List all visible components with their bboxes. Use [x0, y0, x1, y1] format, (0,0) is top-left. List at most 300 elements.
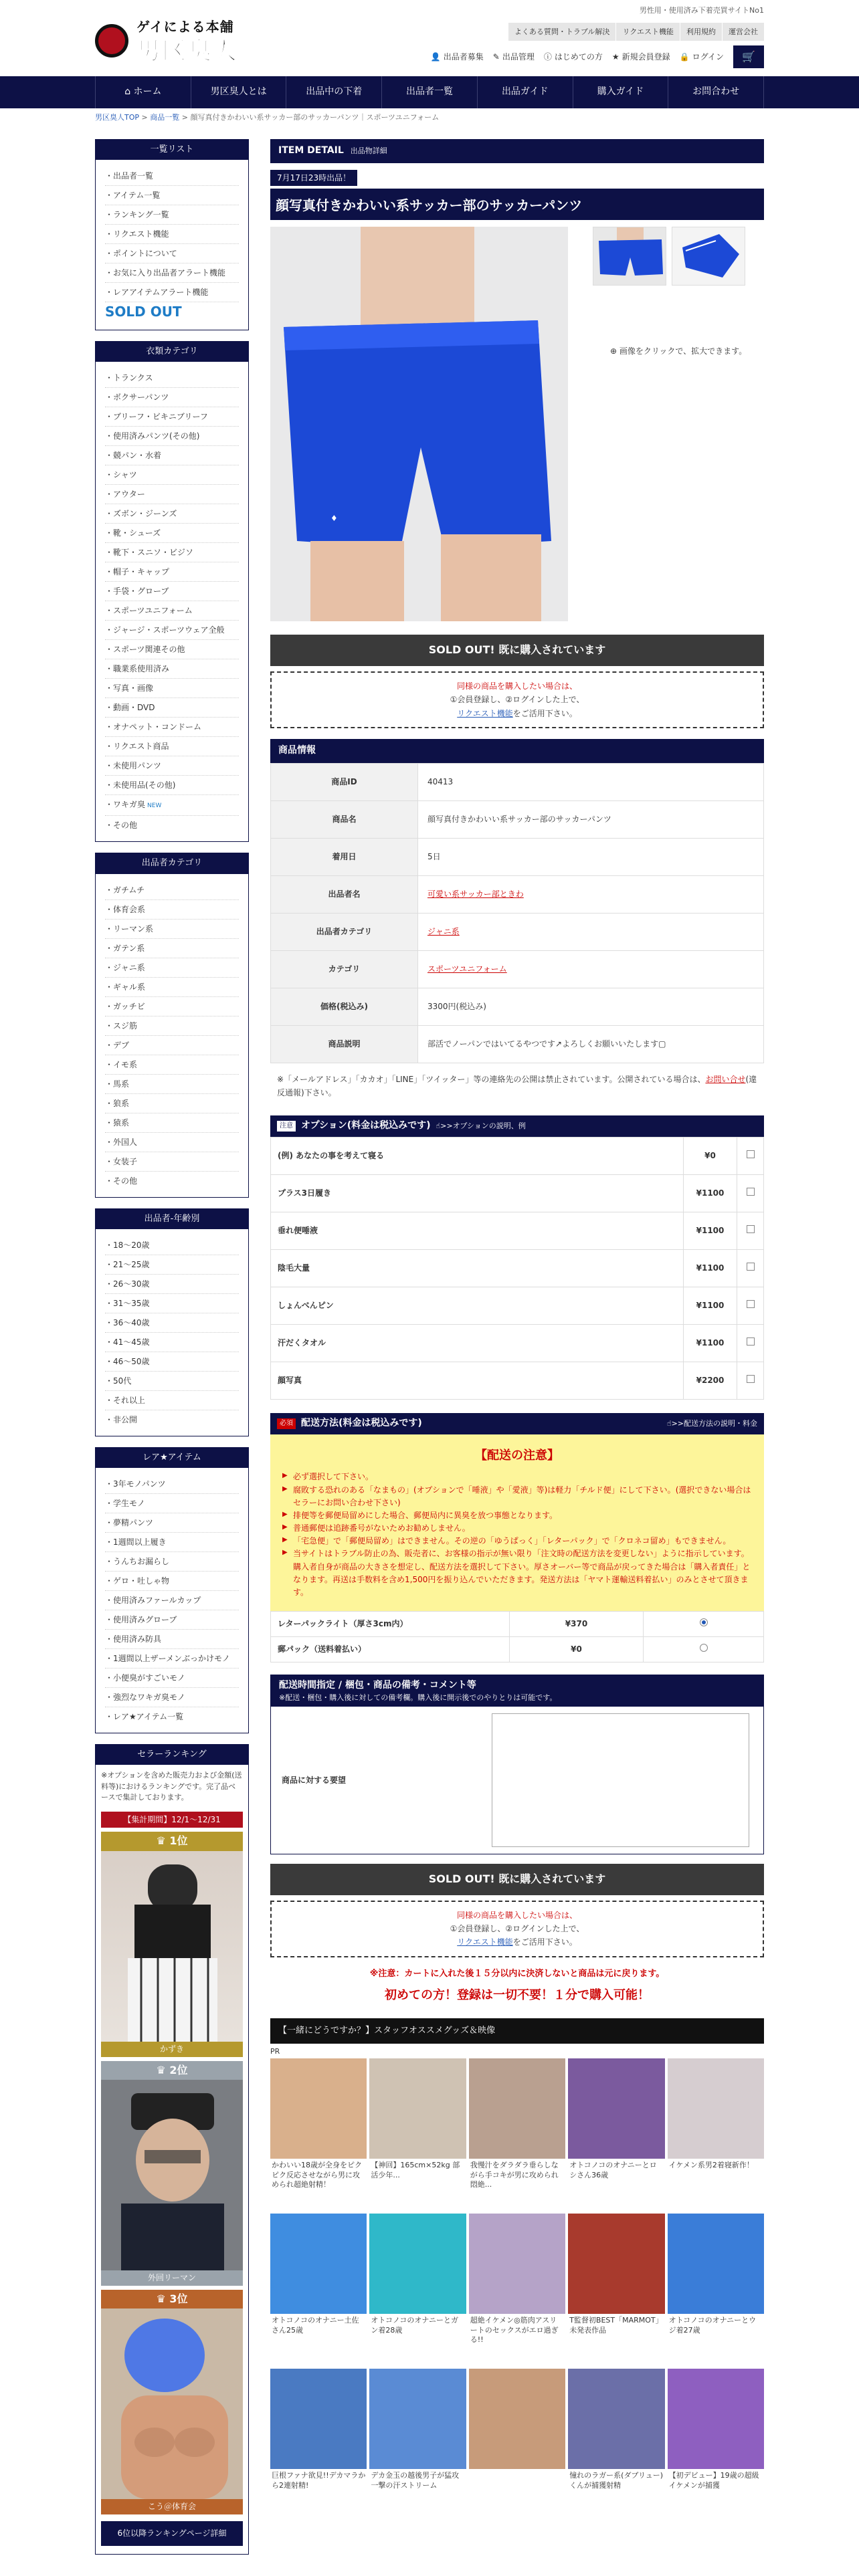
clothes-item[interactable]: ・リクエスト商品 — [105, 737, 239, 756]
recommend-caption: T監督初BEST「MARMOT」未発表作品 — [569, 2315, 663, 2335]
age-item[interactable]: ・36〜40歳 — [105, 1313, 239, 1333]
age-item[interactable]: ・50代 — [105, 1372, 239, 1391]
menu-item[interactable]: ・ランキング一覧 — [105, 205, 239, 225]
seller-cat-box — [95, 853, 249, 1197]
rare-item[interactable]: ・使用済みグローブ — [105, 1610, 239, 1630]
breadcrumb-list[interactable]: 商品一覧 — [150, 113, 180, 122]
rare-label: ゲロ・吐しゃ物 — [113, 1576, 170, 1586]
option-check-cell — [737, 1287, 764, 1324]
seller-cat-label: 体育会系 — [113, 904, 146, 914]
rank-3-image — [101, 2309, 243, 2499]
clothes-item[interactable]: ・未使用パンツ — [105, 756, 239, 776]
seller-cat-label: その他 — [113, 1176, 138, 1186]
options-table — [270, 1137, 764, 1400]
clothes-label: 写真・画像 — [113, 683, 154, 693]
age-item[interactable]: ・それ以上 — [105, 1391, 239, 1410]
spec-value — [418, 950, 764, 988]
age-label: 21〜25歳 — [113, 1259, 150, 1269]
option-checkbox[interactable] — [747, 1375, 755, 1383]
shipping-radio[interactable] — [700, 1644, 708, 1652]
clothes-label: リクエスト商品 — [113, 742, 169, 752]
rank-3-name: こう＠体育会 — [101, 2499, 243, 2514]
option-checkbox[interactable] — [747, 1225, 755, 1233]
clothes-label: 競パン・水着 — [113, 451, 162, 461]
age-box — [95, 1208, 249, 1436]
clothes-list — [96, 362, 248, 841]
recommend-caption: オトコノコのオナニーとウジ着27歳 — [668, 2315, 757, 2335]
main-product-image[interactable] — [270, 227, 568, 621]
company-link[interactable]: 運営会社 — [722, 23, 764, 41]
shipping-notice-list — [282, 1471, 752, 1599]
rare-item[interactable]: ・使用済み防具 — [105, 1630, 239, 1649]
clothes-item[interactable]: ・スポーツ関連その他 — [105, 640, 239, 659]
shipping-notice-title: 【配送の注意】 — [475, 1448, 559, 1463]
page-title: 顔写真付きかわいい系サッカー部のサッカーパンツ — [270, 189, 764, 220]
rank-3-label: ♛ 3位 — [101, 2290, 243, 2309]
clothes-box — [95, 341, 249, 842]
age-item[interactable]: ・41〜45歳 — [105, 1333, 239, 1352]
menu-item[interactable]: ・リクエスト機能 — [105, 225, 239, 244]
logo-small-text: ゲイによる本舗 — [136, 19, 234, 35]
pointer-icon: ☝ — [666, 1419, 672, 1428]
recommend-caption: 巨根ファナ欲見!!デカマラから2連射精! — [272, 2470, 366, 2490]
clothes-label: ブリーフ・ビキニブリーフ — [113, 412, 208, 422]
recommend-thumbnail — [369, 2058, 466, 2159]
clothes-label: 靴・シューズ — [113, 528, 161, 538]
rare-label: 使用済み防具 — [113, 1634, 162, 1644]
menu-item[interactable]: ・お気に入り出品者アラート機能 — [105, 263, 239, 283]
new-badge: NEW — [147, 802, 162, 810]
clothes-item[interactable]: ・帽子・キャップ — [105, 562, 239, 582]
shipping-method: レターパックライト（厚さ3cm内） — [271, 1612, 510, 1637]
option-checkbox[interactable] — [747, 1263, 755, 1271]
clothes-label: スポーツユニフォーム — [113, 606, 193, 616]
spec-value: 5日 — [418, 838, 764, 875]
rare-item[interactable]: ・3年モノパンツ — [105, 1475, 239, 1494]
clothes-label: ジャージ・スポーツウェア全般 — [113, 625, 225, 635]
signup-link[interactable]: ★ 新規会員登録 — [611, 51, 670, 62]
seller-cat-item[interactable]: ・ガチムチ — [105, 881, 239, 900]
seller-cat-item[interactable]: ・馬系 — [105, 1075, 239, 1094]
pr-label: PR — [270, 2047, 280, 2056]
rare-label: うんちお漏らし — [113, 1556, 170, 1566]
edit-icon: ✎ — [492, 51, 500, 62]
clothes-item[interactable]: ・その他 — [105, 821, 138, 831]
spec-key: カテゴリ — [271, 950, 418, 988]
option-check-cell — [737, 1212, 764, 1249]
recommend-caption: 超絶イケメン◎筋肉アスリートのセックスがエロ過ぎる!! — [470, 2315, 559, 2345]
recommend-caption: オトコノコのオナニーとガン着28歳 — [371, 2315, 458, 2335]
seller-cat-label: リーマン系 — [113, 924, 154, 934]
seller-cat-item[interactable]: ・スジ筋 — [105, 1016, 239, 1036]
recommend-card[interactable] — [568, 2214, 664, 2366]
shipping-notice-item: ▶ 腐敗する恐れのある「なまもの」(オプションで「唾液」や「愛液」等)は軽力「チルド便」にして下さい。(選択できない場合はセラーにお問い合わせ下さい) — [282, 1484, 752, 1509]
top-links — [508, 23, 764, 41]
beginner-link[interactable]: ⓘ はじめての方 — [543, 51, 603, 62]
menu-item[interactable]: ・ポイントについて — [105, 244, 239, 263]
seller-recruit-link[interactable]: 👤 出品者募集 — [430, 51, 484, 62]
seller-cat-label: イモ系 — [113, 1059, 138, 1069]
rank-1-label: ♛ 1位 — [101, 1832, 243, 1850]
shipping-guide-link[interactable]: ☝>>配送方法の説明・料金 — [666, 1419, 757, 1428]
clothes-item[interactable]: ・動画・DVD — [105, 698, 239, 718]
thumbnail-2-image — [672, 227, 745, 286]
rare-item[interactable]: ・使用済みファールカップ — [105, 1591, 239, 1610]
shipping-notice — [270, 1434, 764, 1612]
seller-cat-item[interactable]: ・猿系 — [105, 1113, 239, 1133]
sold-out-link[interactable]: SOLD OUT — [105, 304, 182, 320]
nav-home[interactable]: ⌂ ホーム — [95, 76, 191, 108]
rare-item[interactable]: ・小便臭がすごいモノ — [105, 1669, 239, 1688]
ranking-more-link[interactable]: 6位以降ランキングページ詳細 — [101, 2521, 243, 2546]
clothes-item[interactable]: ・アウター — [105, 485, 239, 504]
ranking-note: ※オプションを含めた販売力および金額(送料等)におけるランキングです。完了品ベースで集計しております。 — [101, 1771, 242, 1802]
option-check-cell — [737, 1137, 764, 1174]
options-header: 注意 オプション(料金は税込みです) ☝>>オプションの説明、例 — [270, 1115, 764, 1137]
terms-link[interactable]: 利用規約 — [680, 23, 722, 41]
seller-cat-label: ガチムチ — [113, 885, 145, 895]
clothes-label: シャツ — [113, 470, 137, 480]
nav-items[interactable]: 出品中の下着 — [286, 76, 382, 108]
recommend-card[interactable] — [469, 2369, 565, 2521]
age-item[interactable]: ・21〜25歳 — [105, 1255, 239, 1275]
seller-cat-item[interactable]: ・ガッチビ — [105, 997, 239, 1016]
clothes-item[interactable]: ・靴・シューズ — [105, 524, 239, 543]
option-checkbox[interactable] — [747, 1337, 755, 1346]
age-label: 41〜45歳 — [113, 1337, 150, 1347]
shipping-radio[interactable] — [700, 1618, 708, 1626]
clothes-label: 靴下・スニソ・ビジソ — [113, 548, 194, 558]
seller-cat-label: ギャル系 — [113, 982, 146, 992]
recommend-thumbnail — [668, 2214, 764, 2314]
option-price: ¥1100 — [684, 1212, 737, 1249]
age-label: 46〜50歳 — [113, 1356, 150, 1366]
clothes-item[interactable]: ・競パン・水着 — [105, 446, 239, 465]
options-tag: 注意 — [277, 1121, 296, 1132]
seller-cat-item[interactable]: ・外国人 — [105, 1133, 239, 1152]
menu-label: ランキング一覧 — [113, 210, 169, 220]
seller-cat-title: 出品者カテゴリ — [96, 853, 248, 873]
thumbnail-1[interactable] — [593, 227, 666, 286]
spec-value-link[interactable]: ジャニ系 — [427, 926, 460, 936]
lock-icon: 🔒 — [679, 51, 690, 62]
age-item[interactable]: ・46〜50歳 — [105, 1352, 239, 1372]
age-label: 36〜40歳 — [113, 1317, 150, 1327]
crown-icon: ♛ — [156, 2292, 170, 2305]
rank-2-label: ♛ 2位 — [101, 2061, 243, 2080]
info-icon: ⓘ — [543, 51, 552, 62]
clothes-item[interactable]: ・トランクス — [105, 368, 239, 388]
rare-item[interactable]: ・1週間以上履き — [105, 1533, 239, 1552]
menu-item[interactable]: ・出品者一覧 — [105, 167, 239, 186]
shipping-notice-item: ▶ 排便等を郵便局留めにした場合、郵便局内に異臭を放つ事態となります。 — [282, 1509, 752, 1522]
comment-textarea[interactable] — [492, 1713, 749, 1847]
recommend-thumbnail — [270, 2058, 367, 2159]
rare-item[interactable]: ・夢精パンツ — [105, 1513, 239, 1533]
rare-item[interactable]: ・強烈なワキガ臭モノ — [105, 1688, 239, 1707]
spec-value — [418, 913, 764, 950]
shipping-notice-item: ▶ 普通郵便は追跡番号がないためお勧めしません。 — [282, 1522, 752, 1535]
request-feature-link-bottom[interactable]: リクエスト機能 — [457, 1937, 513, 1947]
rare-label: 使用済みグローブ — [113, 1614, 177, 1624]
report-link[interactable]: お問い合せ — [705, 1074, 746, 1084]
recommend-caption: デカ金玉の越後男子が猛攻一撃の汗ストリーム — [371, 2470, 460, 2490]
login-link[interactable]: 🔒 ログイン — [679, 51, 724, 62]
shipping-notice-item: ▶ 「宅急便」で「郵便局留め」はできません。その逆の「ゆうぱっく」「レターパック」で「クロネコ留め」もできません。 — [282, 1535, 752, 1547]
required-tag: 必須 — [277, 1418, 296, 1429]
recommend-header: 【一緒にどうですか？】スタッフオススメグッズ＆映像 — [270, 2018, 764, 2044]
clothes-label: その他 — [113, 821, 138, 831]
comment-label: 商品に対する要望 — [282, 1775, 347, 1785]
shipping-table — [270, 1611, 764, 1662]
clothes-label: 手袋・グローブ — [113, 586, 169, 597]
site-logo[interactable] — [95, 12, 269, 66]
nav-sellers[interactable]: 出品者一覧 — [382, 76, 478, 108]
rare-title: レア★アイテム — [96, 1448, 248, 1468]
option-name: 垂れ便唾液 — [271, 1212, 684, 1249]
rare-item[interactable]: ・ゲロ・吐しゃ物 — [105, 1572, 239, 1591]
logo-ball-icon — [95, 24, 128, 58]
recommend-thumbnail — [469, 2058, 565, 2159]
menu-label: ポイントについて — [113, 249, 177, 259]
seller-cat-item[interactable]: ・ジャニ系 — [105, 958, 239, 978]
recommend-card[interactable] — [369, 2369, 466, 2521]
clothes-label: 動画・DVD — [113, 703, 155, 713]
shipping-notice-item: ▶ 必ず選択して下さい。 — [282, 1471, 752, 1483]
seller-manage-link[interactable]: ✎ 出品管理 — [492, 51, 535, 62]
faq-link[interactable]: よくある質問・トラブル解決 — [508, 23, 616, 41]
recommend-card[interactable] — [668, 2214, 764, 2366]
rare-label: 3年モノパンツ — [113, 1479, 166, 1489]
recommend-card[interactable] — [270, 2369, 367, 2521]
rare-label: 1週間以上履き — [113, 1537, 167, 1547]
recommend-card[interactable] — [469, 2058, 565, 2211]
item-gallery — [270, 227, 764, 635]
clothes-item[interactable]: ・シャツ — [105, 465, 239, 485]
rank-1-photo[interactable] — [101, 1851, 243, 2042]
clothes-label: オナペット・コンドーム — [113, 722, 202, 732]
spec-key: 出品者名 — [271, 875, 418, 913]
spec-value: 顔写真付きかわいい系サッカー部のサッカーパンツ — [418, 800, 764, 838]
ranking-box — [95, 1744, 249, 2555]
nav-about[interactable]: 男区臭人とは — [191, 76, 287, 108]
seller-cat-item[interactable]: ・リーマン系 — [105, 920, 239, 939]
spec-row — [271, 950, 764, 988]
rank-2-photo[interactable] — [101, 2080, 243, 2270]
rank-3-photo[interactable] — [101, 2309, 243, 2499]
spec-row — [271, 763, 764, 800]
seller-cat-item[interactable]: ・ガテン系 — [105, 939, 239, 958]
rare-label: 小便臭がすごいモノ — [113, 1673, 185, 1683]
recommend-caption: オトコノコのオナニーとロシさん36歳 — [569, 2160, 657, 2179]
clothes-item[interactable]: ・ジャージ・スポーツウェア全般 — [105, 621, 239, 640]
request-feature-link[interactable]: リクエスト機能 — [457, 708, 513, 718]
seller-cat-item[interactable]: ・デブ — [105, 1036, 239, 1055]
shipping-radio-cell — [644, 1637, 764, 1662]
shipping-price: ¥370 — [510, 1612, 644, 1637]
rank-1-name: かずき — [101, 2042, 243, 2057]
clothes-item[interactable]: ・靴下・スニソ・ビジソ — [105, 543, 239, 562]
recommend-thumbnail — [568, 2058, 664, 2159]
recommend-card[interactable] — [668, 2369, 764, 2521]
option-check-cell — [737, 1362, 764, 1399]
option-check-cell — [737, 1249, 764, 1287]
clothes-label: 使用済みパンツ(その他) — [113, 431, 200, 441]
option-row — [271, 1287, 764, 1324]
clothes-item[interactable]: ・未使用品(その他) — [105, 776, 239, 795]
seller-cat-item[interactable]: ・体育会系 — [105, 900, 239, 920]
recommend-card[interactable] — [369, 2058, 466, 2211]
rare-label: 強烈なワキガ臭モノ — [113, 1692, 185, 1702]
option-price: ¥0 — [684, 1137, 737, 1174]
menu-label: レアアイテムアラート機能 — [113, 288, 209, 298]
rank-2-image — [101, 2080, 243, 2270]
spec-value-link[interactable]: 可愛い系サッカー部ときわ — [427, 889, 524, 899]
seller-cat-item[interactable]: ・イモ系 — [105, 1055, 239, 1075]
breadcrumb-top[interactable]: 男区臭人TOP — [95, 113, 140, 122]
shipping-method: 郵パック（送料着払い） — [271, 1637, 510, 1662]
rare-list — [96, 1468, 248, 1733]
home-icon: ⌂ — [124, 86, 134, 98]
age-item[interactable]: ・18〜20歳 — [105, 1236, 239, 1255]
option-checkbox[interactable] — [747, 1150, 755, 1158]
option-row — [271, 1324, 764, 1362]
menu-label: 出品者一覧 — [113, 171, 154, 181]
menu-label: お気に入り出品者アラート機能 — [113, 268, 226, 278]
site-tagline: 男性用・使用済み下着売買サイトNo1 — [639, 6, 764, 15]
recommend-thumbnail — [270, 2214, 367, 2314]
user-nav — [431, 45, 764, 68]
clothes-item[interactable]: ・スポーツユニフォーム — [105, 601, 239, 621]
shipping-notice-item: ▶ 当サイトはトラブル防止の為、販売者に、お客様の指示が無い限り「注文時の配送方法を変更しない」ように指示しています。購入者自身が商品の大きさを想定し、配送方法を選択して下さい。厚さオーバー等で商品が戻ってきた場合は「購入者責任」となります。再送は手数料を含め1,500円を振り込んでいただきます。発送方法は「ヤマト運輸送料着払い」のみとさせて頂きます。 — [282, 1547, 752, 1599]
option-checkbox[interactable] — [747, 1188, 755, 1196]
recommend-card[interactable] — [668, 2058, 764, 2211]
clothes-item[interactable]: ・ワキガ臭 NEW — [105, 795, 239, 816]
recommend-card[interactable] — [469, 2214, 565, 2366]
spec-key: 商品説明 — [271, 1025, 418, 1063]
clothes-label: 帽子・キャップ — [113, 567, 170, 577]
seller-cat-label: 馬系 — [113, 1079, 130, 1089]
option-checkbox[interactable] — [747, 1300, 755, 1308]
menu-label: アイテム一覧 — [113, 191, 161, 201]
option-name: 汗だくタオル — [271, 1324, 684, 1362]
option-price: ¥1100 — [684, 1249, 737, 1287]
spec-row — [271, 913, 764, 950]
rare-label: レア★アイテム一覧 — [113, 1711, 184, 1721]
nav-seller-guide[interactable]: 出品ガイド — [478, 76, 573, 108]
clothes-item[interactable]: ・ブリーフ・ビキニブリーフ — [105, 407, 239, 427]
clothes-item[interactable]: ・ボクサーパンツ — [105, 388, 239, 407]
clothes-label: 職業系使用済み — [113, 664, 170, 674]
nav-buyer-guide[interactable]: 購入ガイド — [573, 76, 669, 108]
seller-cat-item[interactable]: ・その他 — [105, 1176, 138, 1186]
spec-key: 価格(税込み) — [271, 988, 418, 1025]
breadcrumb-current: 顔写真付きかわいい系サッカー部のサッカーパンツ｜スポーツユニフォーム — [190, 113, 440, 122]
clothes-item[interactable]: ・ズボン・ジーンズ — [105, 504, 239, 524]
menu-item[interactable]: ・アイテム一覧 — [105, 186, 239, 205]
request-link[interactable]: リクエスト機能 — [615, 23, 680, 41]
seller-cat-item[interactable]: ・女装子 — [105, 1152, 239, 1172]
spec-value — [418, 875, 764, 913]
product-photo — [270, 227, 568, 621]
option-check-cell — [737, 1174, 764, 1212]
star-icon: ★ — [611, 51, 619, 62]
sold-out-banner: SOLD OUT! 既に購入されています — [270, 635, 764, 665]
rare-item[interactable]: ・1週間以上ザーメンぶっかけモノ — [105, 1649, 239, 1669]
crown-icon: ♛ — [156, 2063, 170, 2076]
option-name: しょんべんピン — [271, 1287, 684, 1324]
age-item[interactable]: ・26〜30歳 — [105, 1275, 239, 1294]
age-title: 出品者-年齢別 — [96, 1209, 248, 1229]
rank-1-image — [101, 1851, 243, 2042]
recommend-card[interactable] — [568, 2058, 664, 2211]
age-label: それ以上 — [113, 1395, 146, 1405]
option-check-cell — [737, 1324, 764, 1362]
clothes-item[interactable]: ・職業系使用済み — [105, 659, 239, 679]
age-label: 31〜35歳 — [113, 1298, 150, 1308]
spec-value-link[interactable]: スポーツユニフォーム — [427, 964, 507, 974]
cart-icon: 🛒 — [742, 49, 755, 63]
cart-button[interactable] — [733, 45, 764, 68]
shipping-price: ¥0 — [510, 1637, 644, 1662]
option-price: ¥1100 — [684, 1287, 737, 1324]
spec-key: 着用日 — [271, 838, 418, 875]
recommend-card[interactable] — [369, 2214, 466, 2366]
menu-item[interactable]: ・レアアイテムアラート機能 — [105, 283, 239, 302]
age-item[interactable]: ・非公開 — [105, 1414, 138, 1424]
recommend-thumbnail — [469, 2369, 565, 2469]
thumbnail-2[interactable] — [672, 227, 745, 286]
rare-item[interactable]: ・学生モノ — [105, 1494, 239, 1513]
clothes-label: ワキガ臭 — [113, 800, 146, 810]
recommend-caption: オトコノコのオナニー土佐さん25歳 — [272, 2315, 359, 2335]
person-icon: 👤 — [430, 51, 441, 62]
seller-cat-label: 狼系 — [113, 1098, 130, 1108]
age-label: 50代 — [113, 1376, 132, 1386]
seller-cat-item[interactable]: ・ギャル系 — [105, 978, 239, 997]
spec-value: 40413 — [418, 763, 764, 800]
recommend-card[interactable] — [270, 2058, 367, 2211]
spec-row — [271, 838, 764, 875]
cart-timeout-warning: ※注意：カートに入れた後１５分以内に決済しないと商品は元に戻ります。 — [369, 1968, 665, 1979]
rare-label: 使用済みファールカップ — [113, 1595, 201, 1605]
recommend-caption — [469, 2469, 565, 2521]
option-row — [271, 1137, 764, 1174]
seller-cat-item[interactable]: ・狼系 — [105, 1094, 239, 1113]
request-notice: 同様の商品を購入したい場合は、 ①会員登録し、②ログインした上で、 リクエスト機能をご活用下さい。 — [270, 671, 764, 728]
nav-contact[interactable]: お問合わせ — [668, 76, 764, 108]
clothes-item[interactable]: ・オナペット・コンドーム — [105, 718, 239, 737]
option-name: 顔写真 — [271, 1362, 684, 1399]
main-content — [270, 139, 764, 2521]
recommend-card[interactable] — [270, 2214, 367, 2366]
recommend-card[interactable] — [568, 2369, 664, 2521]
clothes-item[interactable]: ・使用済みパンツ(その他) — [105, 427, 239, 446]
seller-cat-label: 猿系 — [113, 1117, 130, 1128]
zoom-note: ⊕ 画像をクリックで、拡大できます。 — [610, 346, 747, 356]
age-item[interactable]: ・31〜35歳 — [105, 1294, 239, 1313]
rare-item[interactable]: ・レア★アイテム一覧 — [105, 1711, 184, 1721]
clothes-item[interactable]: ・写真・画像 — [105, 679, 239, 698]
menu-box — [95, 139, 249, 330]
rare-item[interactable]: ・うんちお漏らし — [105, 1552, 239, 1572]
clothes-item[interactable]: ・手袋・グローブ — [105, 582, 239, 601]
request-notice-bottom: 同様の商品を購入したい場合は、 ①会員登録し、②ログインした上で、 リクエスト機能をご活用下さい。 — [270, 1901, 764, 1957]
recommend-thumbnail — [369, 2214, 466, 2314]
age-label: 26〜30歳 — [113, 1279, 150, 1289]
option-row — [271, 1362, 764, 1399]
options-guide-link[interactable]: ☝>>オプションの説明、例 — [436, 1121, 526, 1131]
